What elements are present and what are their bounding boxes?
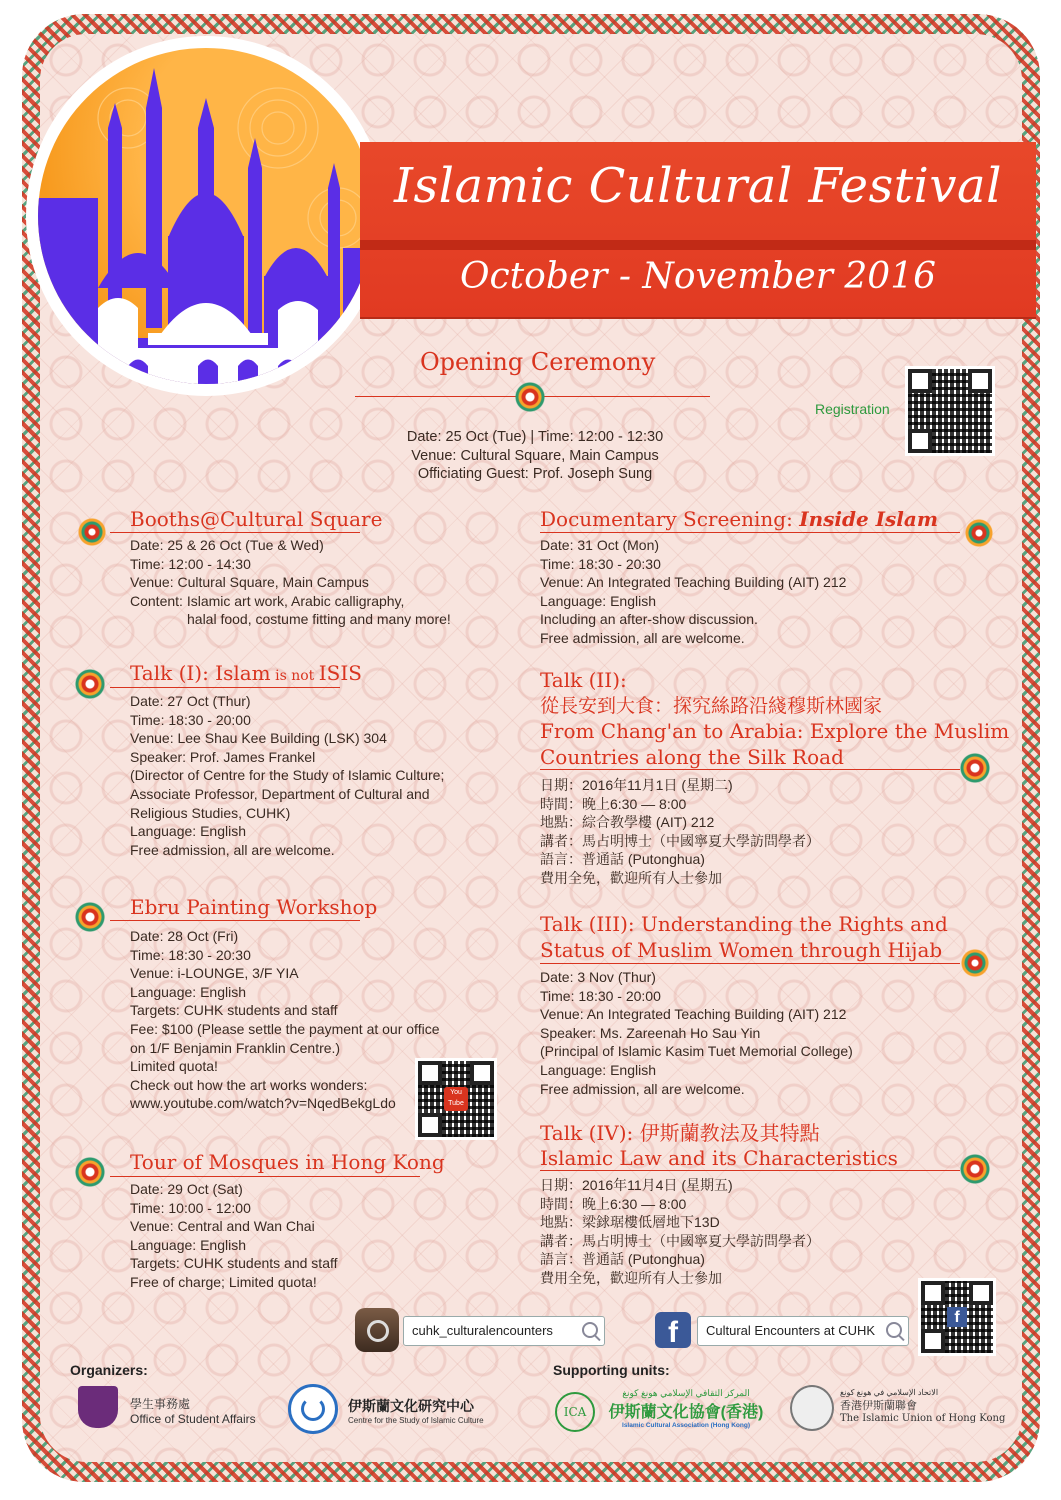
detail-line: Venue: Cultural Square, Main Campus [130, 574, 369, 591]
ornament-icon [73, 667, 107, 701]
detail-line: Date: 28 Oct (Fri) [130, 928, 239, 944]
iu-logo-text [840, 1388, 1010, 1424]
ebru-heading: Ebru Painting Workshop [130, 895, 378, 919]
tour-heading: Tour of Mosques in Hong Kong [130, 1150, 445, 1174]
detail-line: 地點：梁銶琚樓低層地下13D [540, 1214, 720, 1231]
opening-line: Date: 25 Oct (Tue) | Time: 12:00 - 12:30 [406, 429, 664, 445]
talk1-heading-small: is not [270, 668, 319, 684]
youtube-icon: You Tube [444, 1087, 468, 1111]
tour-details [130, 1180, 520, 1292]
detail-line: Language: English [130, 1236, 246, 1253]
detail-line: Venue: i-LOUNGE, 3/F YIA [130, 965, 299, 982]
detail-line: Free of charge; Limited quota! [130, 1273, 317, 1290]
detail-line: Venue: Central and Wan Chai [130, 1218, 315, 1235]
youtube-link[interactable]: www.youtube.com/watch?v=NqedBekgLdo [130, 1095, 396, 1112]
ica-logo-text [596, 1388, 776, 1429]
heading-line: Talk (II): [540, 668, 627, 692]
detail-line: Limited quota! [130, 1058, 218, 1075]
organizers-label: Organizers: [70, 1362, 148, 1378]
section-rule [110, 1176, 420, 1177]
iu-cn: 香港伊斯蘭聯會 [840, 1400, 917, 1412]
ica-cn: 伊斯蘭文化協會(香港) [608, 1404, 764, 1421]
heading-line: Talk (IV): 伊斯蘭教法及其特點 [540, 1121, 820, 1145]
detail-line: 語言：普通話 (Putonghua) [540, 1251, 705, 1268]
facebook-qr-code[interactable] [918, 1278, 996, 1356]
section-rule [540, 963, 960, 964]
iu-en: The Islamic Union of Hong Kong [840, 1413, 1006, 1424]
islamic-union-seal-icon [790, 1385, 834, 1431]
osa-cn: 學生事務處 [130, 1397, 191, 1411]
talk1-heading [130, 661, 362, 685]
facebook-page-box[interactable] [697, 1316, 909, 1346]
detail-line: Venue: Lee Shau Kee Building (LSK) 304 [130, 730, 387, 747]
registration-label: Registration [815, 401, 890, 417]
detail-line: Speaker: Prof. James Frankel [130, 748, 316, 765]
heading-line: Status of Muslim Women through Hijab [540, 937, 943, 962]
detail-line: Content: Islamic art work, Arabic calligraphy, [130, 592, 405, 609]
detail-line: Time: 18:30 - 20:00 [540, 987, 661, 1004]
detail-line: Time: 10:00 - 12:00 [130, 1199, 251, 1216]
detail-line: 日期：2016年11月1日 (星期二) [540, 777, 733, 793]
detail-line: Religious Studies, CUHK) [130, 804, 291, 821]
detail-line: 地點：綜合教學樓 (AIT) 212 [540, 814, 715, 831]
section-rule [540, 769, 960, 770]
ornament-icon [513, 380, 547, 414]
detail-line: 講者：馬占明博士（中國寧夏大學訪問學者） [540, 1232, 820, 1249]
detail-line: Speaker: Ms. Zareenah Ho Sau Yin [540, 1024, 761, 1041]
detail-line: Language: English [540, 592, 656, 609]
booths-details [130, 536, 520, 629]
ica-en: Islamic Cultural Association (Hong Kong) [622, 1422, 750, 1429]
detail-line: 費用全免，歡迎所有人士參加 [540, 1269, 722, 1286]
section-rule [110, 532, 360, 533]
documentary-title: Inside Islam [799, 507, 938, 531]
registration-qr-code[interactable] [905, 366, 995, 456]
banner-stripe [360, 240, 1036, 250]
detail-line: Time: 12:00 - 14:30 [130, 555, 251, 572]
detail-line: Date: 25 & 26 Oct (Tue & Wed) [130, 537, 324, 553]
festival-dates: October - November 2016 [460, 256, 936, 297]
detail-line: (Director of Centre for the Study of Islamic Culture; [130, 767, 445, 784]
detail-line: 語言：普通話 (Putonghua) [540, 851, 705, 868]
facebook-icon: f [947, 1307, 967, 1327]
detail-line: Time: 18:30 - 20:00 [130, 711, 251, 728]
detail-line: Time: 18:30 - 20:30 [540, 555, 661, 572]
heading-line: From Chang'an to Arabia: Explore the Muslim [540, 719, 1010, 743]
sun-circle [38, 48, 374, 384]
detail-line: Free admission, all are welcome. [540, 1080, 745, 1097]
section-rule [110, 920, 360, 921]
talk2-heading [540, 668, 1009, 770]
ornament-icon [73, 1155, 107, 1189]
section-rule [110, 687, 340, 688]
osa-en: Office of Student Affairs [130, 1412, 256, 1426]
heading-line: 從長安到大食：探究絲路沿綫穆斯林國家 [540, 694, 883, 717]
detail-line: Associate Professor, Department of Cultural and [130, 785, 430, 802]
talk3-details [540, 968, 940, 1098]
heading-line: Countries along the Silk Road [540, 744, 844, 769]
youtube-qr-code[interactable] [415, 1058, 497, 1140]
opening-heading: Opening Ceremony [420, 348, 656, 376]
instagram-handle-box[interactable] [403, 1316, 605, 1346]
detail-line: on 1/F Benjamin Franklin Centre.) [130, 1039, 341, 1056]
detail-line: Language: English [130, 983, 246, 1000]
supporting-label: Supporting units: [553, 1362, 670, 1378]
detail-line: 時間：晚上6:30 — 8:00 [540, 1195, 687, 1212]
facebook-page-name: Cultural Encounters at CUHK [706, 1323, 876, 1338]
ornament-icon [73, 900, 107, 934]
iu-ar: الاتحاد الإسلامي في هونغ كونغ [840, 1388, 939, 1397]
documentary-heading-text: Documentary Screening: [540, 507, 800, 531]
documentary-details [540, 536, 940, 648]
instagram-icon[interactable] [355, 1308, 399, 1352]
ica-ar: المركز الثقافي الإسلامي هونغ كونغ [622, 1388, 750, 1398]
detail-line: 講者：馬占明博士（中國寧夏大學訪問學者） [540, 832, 820, 849]
talk1-details [130, 692, 520, 859]
detail-line: Date: 31 Oct (Mon) [540, 537, 660, 553]
osa-logo-text [130, 1395, 256, 1426]
heading-line: Talk (III): Understanding the Rights and [540, 912, 948, 936]
cuhk-crest-icon [78, 1386, 118, 1428]
detail-line: Check out how the art works wonders: [130, 1076, 368, 1093]
detail-line: (Principal of Islamic Kasim Tuet Memorial College) [540, 1043, 853, 1060]
detail-line: Venue: An Integrated Teaching Building (AIT) 212 [540, 574, 847, 591]
search-icon [582, 1322, 598, 1338]
detail-line: 日期：2016年11月4日 (星期五) [540, 1177, 733, 1193]
csic-logo-text [348, 1396, 484, 1425]
detail-line: Fee: $100 (Please settle the payment at our office [130, 1020, 440, 1037]
talk4-details [540, 1176, 940, 1288]
detail-line: Date: 3 Nov (Thur) [540, 969, 656, 985]
csic-cn: 伊斯蘭文化研究中心 [348, 1398, 474, 1414]
festival-title: Islamic Cultural Festival [394, 158, 1002, 214]
detail-line: Date: 29 Oct (Sat) [130, 1181, 243, 1197]
detail-line: Including an after-show discussion. [540, 611, 758, 628]
documentary-heading [540, 507, 938, 531]
ica-logo-icon: ICA [555, 1392, 595, 1432]
opening-line: Venue: Cultural Square, Main Campus [411, 447, 659, 464]
detail-line: Free admission, all are welcome. [130, 841, 335, 858]
talk2-details [540, 776, 940, 888]
talk3-heading [540, 912, 948, 963]
facebook-icon[interactable]: f [655, 1312, 691, 1348]
heading-line: Islamic Law and its Characteristics [540, 1146, 898, 1170]
mosque-silhouette-icon [38, 48, 374, 384]
talk4-heading [540, 1121, 898, 1171]
ornament-icon [958, 1152, 992, 1186]
detail-line: 費用全免，歡迎所有人士參加 [540, 869, 722, 886]
opening-details [330, 428, 740, 484]
detail-line: 時間：晚上6:30 — 8:00 [540, 795, 687, 812]
detail-line: Date: 27 Oct (Thur) [130, 693, 251, 709]
detail-line: Targets: CUHK students and staff [130, 1002, 338, 1019]
search-icon [886, 1322, 902, 1338]
ornament-icon [958, 751, 992, 785]
csic-logo-icon [288, 1384, 338, 1434]
mosque-illustration [26, 36, 386, 396]
section-rule [540, 532, 960, 533]
detail-line: Free admission, all are welcome. [540, 629, 745, 646]
detail-line: Time: 18:30 - 20:30 [130, 946, 251, 963]
detail-line: halal food, costume fitting and many more! [187, 611, 451, 628]
csic-en: Centre for the Study of Islamic Culture [348, 1416, 484, 1425]
detail-line: Venue: An Integrated Teaching Building (AIT) 212 [540, 1006, 847, 1023]
detail-line: Language: English [540, 1061, 656, 1078]
opening-line: Officiating Guest: Prof. Joseph Sung [417, 466, 653, 483]
instagram-handle: cuhk_culturalencounters [412, 1323, 553, 1338]
section-rule [540, 1170, 960, 1171]
detail-line: Language: English [130, 823, 246, 840]
talk1-heading-part: ISIS [318, 661, 362, 685]
title-banner [360, 142, 1036, 317]
detail-line: Targets: CUHK students and staff [130, 1255, 338, 1272]
booths-heading: Booths@Cultural Square [130, 507, 383, 531]
talk1-heading-part: Talk (I): Islam [130, 661, 271, 685]
